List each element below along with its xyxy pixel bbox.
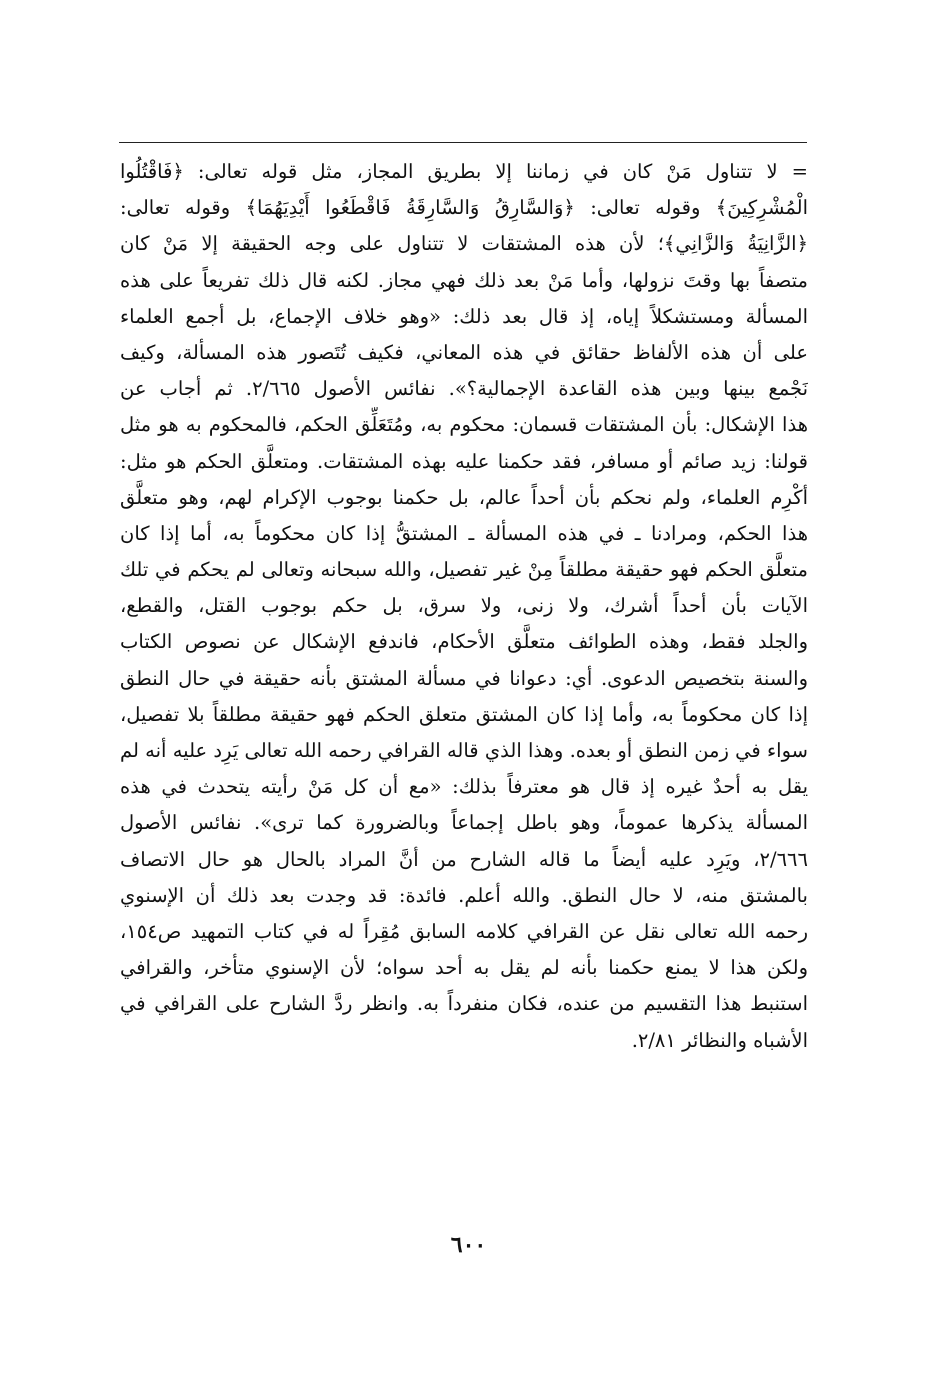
footnote-line: الْمُشْرِكِينَ﴾ وقوله تعالى: ﴿وَالسَّارِقُ وَالسَّارِقَةُ فَاقْطَعُوا أَيْدِيَهُمَا﴾ وقوله تعالى: — [120, 196, 808, 220]
footnote-line: المسألة ومستشكلاً إياه، إذ قال بعد ذلك: «وهو خلاف الإجماع، بل أجمع العلماء — [120, 304, 808, 328]
footnote-line: ﴿الزَّانِيَةُ وَالزَّانِي﴾؛ لأن هذه المشتقات لا تتناول على وجه الحقيقة إلا مَنْ كان — [120, 232, 808, 256]
footnote-line: متصفاً بها وقتَ نزولها، وأما مَنْ بعد ذلك فهي مجاز. لكنه قال ذلك تفريعاً على هذه — [120, 268, 808, 292]
footnote-line: استنبط هذا التقسيم من عنده، فكان منفرداً به. وانظر ردَّ الشارح على القرافي في — [120, 992, 808, 1016]
footnote-line: والسنة بتخصيص الدعوى. أي: دعوانا في مسألة المشتق بأنه حقيقة في حال النطق — [120, 666, 808, 690]
footnote-line: هذا الحكم، ومرادنا ـ في هذه المسألة ـ المشتقُّ إذا كان محكوماً به، أما إذا كان — [120, 521, 808, 545]
footnote-line: الأشباه والنظائر ٢/٨١. — [631, 1028, 808, 1052]
footnote-line: سواء في زمن النطق أو بعده. وهذا الذي قاله القرافي رحمه الله تعالى يَرِد عليه أنه لم — [120, 739, 808, 762]
footnote-line: المسألة يذكرها عموماً، وهو باطل إجماعاً وبالضرورة كما ترى». نفائس الأصول — [120, 811, 808, 835]
footnote-line: قولنا: زيد صائم أو مسافر، فقد حكمنا عليه بهذه المشتقات. ومتعلَّق الحكم هو مثل: — [120, 449, 808, 473]
footnote-line: يقل به أحدٌ غيره إذ قال هو معترفاً بذلك: «مع أن كل مَنْ رأيته يتحدث في هذه — [120, 775, 808, 799]
footnote-line: ولكن هذا لا يمنع حكمنا بأنه لم يقل به أحد سواه؛ لأن الإسنوي متأخر، والقرافي — [120, 956, 808, 980]
footnote-line: ٢/٦٦٦، ويَرِد عليه أيضاً ما قاله الشارح من أنَّ المراد بالحال هو حال الاتصاف — [120, 847, 808, 871]
footnote-line: نَجْمع بينها وبين هذه القاعدة الإجمالية؟». نفائس الأصول ٢/٦٦٥. ثم أجاب عن — [120, 377, 808, 401]
footnote-separator-line — [119, 142, 807, 143]
footnote-line: إذا كان محكوماً به، وأما إذا كان المشتق متعلق الحكم فهو حقيقة مطلقاً بلا تفصيل، — [120, 702, 808, 726]
footnote-line: أكْرِم العلماء، ولم نحكم بأن أحداً عالم، بل حكمنا بوجوب الإكرام لهم، وهو متعلَّق — [120, 485, 808, 509]
footnote-line: هذا الإشكال: بأن المشتقات قسمان: محكوم به، ومُتَعَلِّق الحكم، فالمحكوم به هو مثل — [120, 413, 808, 437]
footnote-line: = لا تتناول مَنْ كان في زماننا إلا بطريق المجاز، مثل قوله تعالى: ﴿فَاقْتُلُوا — [120, 160, 808, 183]
footnote-text — [120, 154, 808, 1059]
footnote-line: الآيات بأن أحداً أشرك، ولا زنى، ولا سرق، بل حكم بوجوب القتل، والقطع، — [120, 594, 808, 618]
footnote-line: رحمه الله تعالى نقل عن القرافي كلامه السابق مُقِراً له في كتاب التمهيد ص١٥٤، — [120, 919, 808, 943]
footnote-line: متعلَّق الحكم فهو حقيقة مطلقاً مِنْ غير تفصيل، والله سبحانه وتعالى لم يحكم في تلك — [120, 558, 808, 582]
footnote-line: على أن هذه الألفاظ حقائق في هذه المعاني، فكيف تُتَصور هذه المسألة، وكيف — [120, 340, 808, 364]
footnote-line: والجلد فقط، وهذه الطوائف متعلَّق الأحكام، فاندفع الإشكال عن نصوص الكتاب — [120, 630, 808, 654]
page-number: ٦٠٠ — [450, 1232, 487, 1258]
footnote-line: بالمشتق منه، لا حال النطق. والله أعلم. فائدة: قد وجدت بعد ذلك أن الإسنوي — [120, 883, 808, 907]
